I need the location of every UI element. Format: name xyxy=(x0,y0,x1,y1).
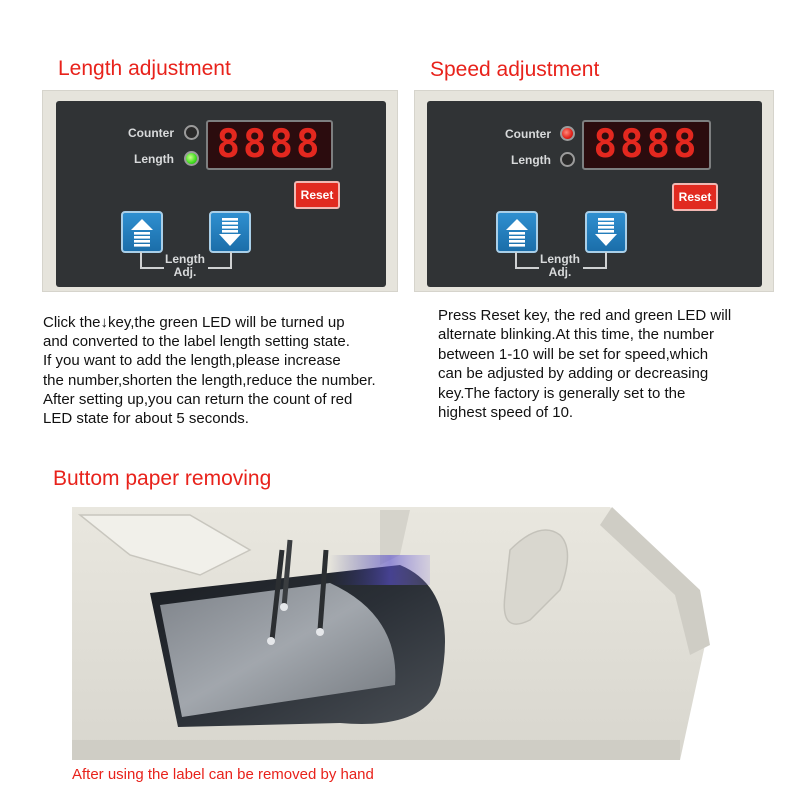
length-adj-label xyxy=(160,253,210,279)
control-panel-right xyxy=(427,101,762,287)
bottom-caption: After using the label can be removed by hand xyxy=(72,766,374,783)
adj-bracket-right xyxy=(583,252,607,269)
speed-adjustment-heading: Speed adjustment xyxy=(430,58,600,81)
description-line: highest speed of 10. xyxy=(438,404,574,421)
description-line: alternate blinking.At this time, the number xyxy=(438,326,714,343)
adj-line-2: Adj. xyxy=(548,265,572,279)
rod-end xyxy=(267,637,275,645)
length-label: Length xyxy=(511,153,551,167)
description-line: Click the↓key,the green LED will be turned up xyxy=(43,314,345,331)
description-line: and converted to the label length setting state. xyxy=(43,333,350,350)
arrow-down-icon xyxy=(211,213,249,251)
up-key-button[interactable] xyxy=(121,211,163,253)
description-line: If you want to add the length,please increase xyxy=(43,352,341,369)
adj-line-1: Length xyxy=(540,252,580,266)
down-key-button[interactable] xyxy=(585,211,627,253)
control-panel-left xyxy=(56,101,386,287)
counter-led-red xyxy=(560,126,575,141)
digital-display: 8888 xyxy=(582,120,711,170)
counter-label: Counter xyxy=(128,126,174,140)
description-line: Press Reset key, the red and green LED will xyxy=(438,307,732,324)
description-line: key.The factory is generally set to the xyxy=(438,385,686,402)
arrow-up-icon xyxy=(498,213,536,251)
down-key-button[interactable] xyxy=(209,211,251,253)
description-line: After setting up,you can return the count of red xyxy=(43,391,353,408)
length-led xyxy=(560,152,575,167)
arrow-down-icon xyxy=(587,213,625,251)
adj-bracket-right xyxy=(208,252,232,269)
description-line: the number,shorten the length,reduce the number. xyxy=(43,372,376,389)
description-line: LED state for about 5 seconds. xyxy=(43,410,249,427)
length-led-green xyxy=(184,151,199,166)
description-line: between 1-10 will be set for speed,which xyxy=(438,346,709,363)
machine-photo xyxy=(0,495,800,760)
rod-end xyxy=(280,603,288,611)
arrow-up-icon xyxy=(123,213,161,251)
digital-display: 8888 xyxy=(206,120,333,170)
base-shadow xyxy=(72,740,680,760)
length-label: Length xyxy=(134,152,174,166)
adj-line-1: Length xyxy=(165,252,205,266)
bottom-paper-removing-heading: Buttom paper removing xyxy=(53,467,272,490)
length-adjustment-heading: Length adjustment xyxy=(58,57,231,80)
reset-button[interactable]: Reset xyxy=(672,183,718,211)
purple-light xyxy=(330,555,430,585)
up-key-button[interactable] xyxy=(496,211,538,253)
description-line: can be adjusted by adding or decreasing xyxy=(438,365,709,382)
counter-label: Counter xyxy=(505,127,551,141)
counter-led xyxy=(184,125,199,140)
length-adj-label xyxy=(535,253,585,279)
adj-line-2: Adj. xyxy=(173,265,197,279)
reset-button[interactable]: Reset xyxy=(294,181,340,209)
rod-end xyxy=(316,628,324,636)
